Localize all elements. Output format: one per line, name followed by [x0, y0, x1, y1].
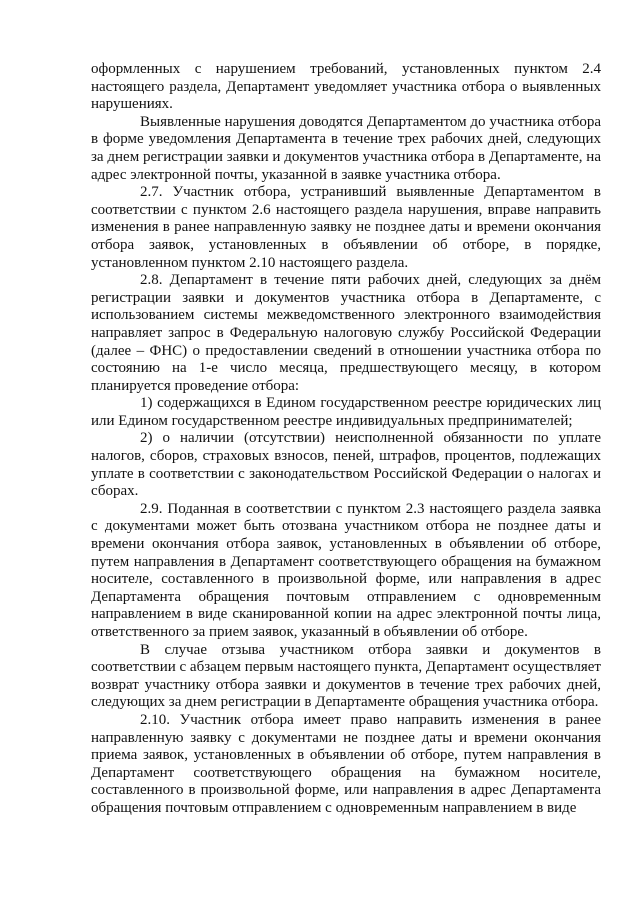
paragraph-2-8: 2.8. Департамент в течение пяти рабочих дней, следующих за днём регистрации заявки и документов участника отбора в Департаменте, с использованием системы межведомственного электронного взаимодействия направляет запрос в Федеральную налоговую службу Российской Федерации (далее – ФНС) о предоставлении сведений в отношении участника отбора по состоянию на 1-е число месяца, предшествующего месяцу, в котором планируется проведение отбора:	[91, 272, 601, 394]
document-body	[91, 61, 601, 818]
paragraph-withdrawal: В случае отзыва участником отбора заявки и документов в соответствии с абзацем первым настоящего пункта, Департамент осуществляет возврат участнику отбора заявки и документов в течение трех рабочих дней, следующих за днем регистрации в Департаменте обращения участника отбора.	[91, 641, 601, 711]
paragraph-continuation: оформленных с нарушением требований, установленных пунктом 2.4 настоящего раздела, Департамент уведомляет участника отбора о выявленных нарушениях.	[91, 61, 601, 113]
paragraph-2-10: 2.10. Участник отбора имеет право направить изменения в ранее направленную заявку с документами не позднее даты и времени окончания приема заявок, установленных в объявлении об отборе, путем направления в Департамент соответствующего обращения на бумажном носителе, составленного в произвольной форме, или направления в адрес Департамента обращения почтовым отправлением с одновременным направлением в виде	[91, 711, 601, 816]
list-item-2: 2) о наличии (отсутствии) неисполненной обязанности по уплате налогов, сборов, страховых взносов, пеней, штрафов, процентов, подлежащих уплате в соответствии с законодательством Российской Федерации о налогах и сборах.	[91, 430, 601, 500]
paragraph-2-9: 2.9. Поданная в соответствии с пунктом 2.3 настоящего раздела заявка с документами может быть отозвана участником отбора не позднее даты и времени окончания отбора заявок, установленных в объявлении об отборе, путем направления в Департамент соответствующего обращения на бумажном носителе, составленного в произвольной форме, или направления в адрес Департамента обращения почтовым отправлением с одновременным направлением в виде сканированной копии на адрес электронной почты лица, ответственного за прием заявок, указанный в объявлении об отборе.	[91, 500, 601, 640]
list-item-1: 1) содержащихся в Едином государственном реестре юридических лиц или Едином государственном реестре индивидуальных предпринимателей;	[91, 395, 601, 429]
paragraph-2-7: 2.7. Участник отбора, устранивший выявленные Департаментом в соответствии с пунктом 2.6 настоящего раздела нарушения, вправе направить изменения в ранее направленную заявку не позднее даты и времени окончания отбора заявок, установленных в объявлении об отборе, в порядке, установленном пунктом 2.10 настоящего раздела.	[91, 184, 601, 271]
paragraph-violations-notice: Выявленные нарушения доводятся Департаментом до участника отбора в форме уведомления Департамента в течение трех рабочих дней, следующих за днем регистрации заявки и документов участника отбора в Департаменте, на адрес электронной почты, указанной в заявке участника отбора.	[91, 113, 601, 183]
